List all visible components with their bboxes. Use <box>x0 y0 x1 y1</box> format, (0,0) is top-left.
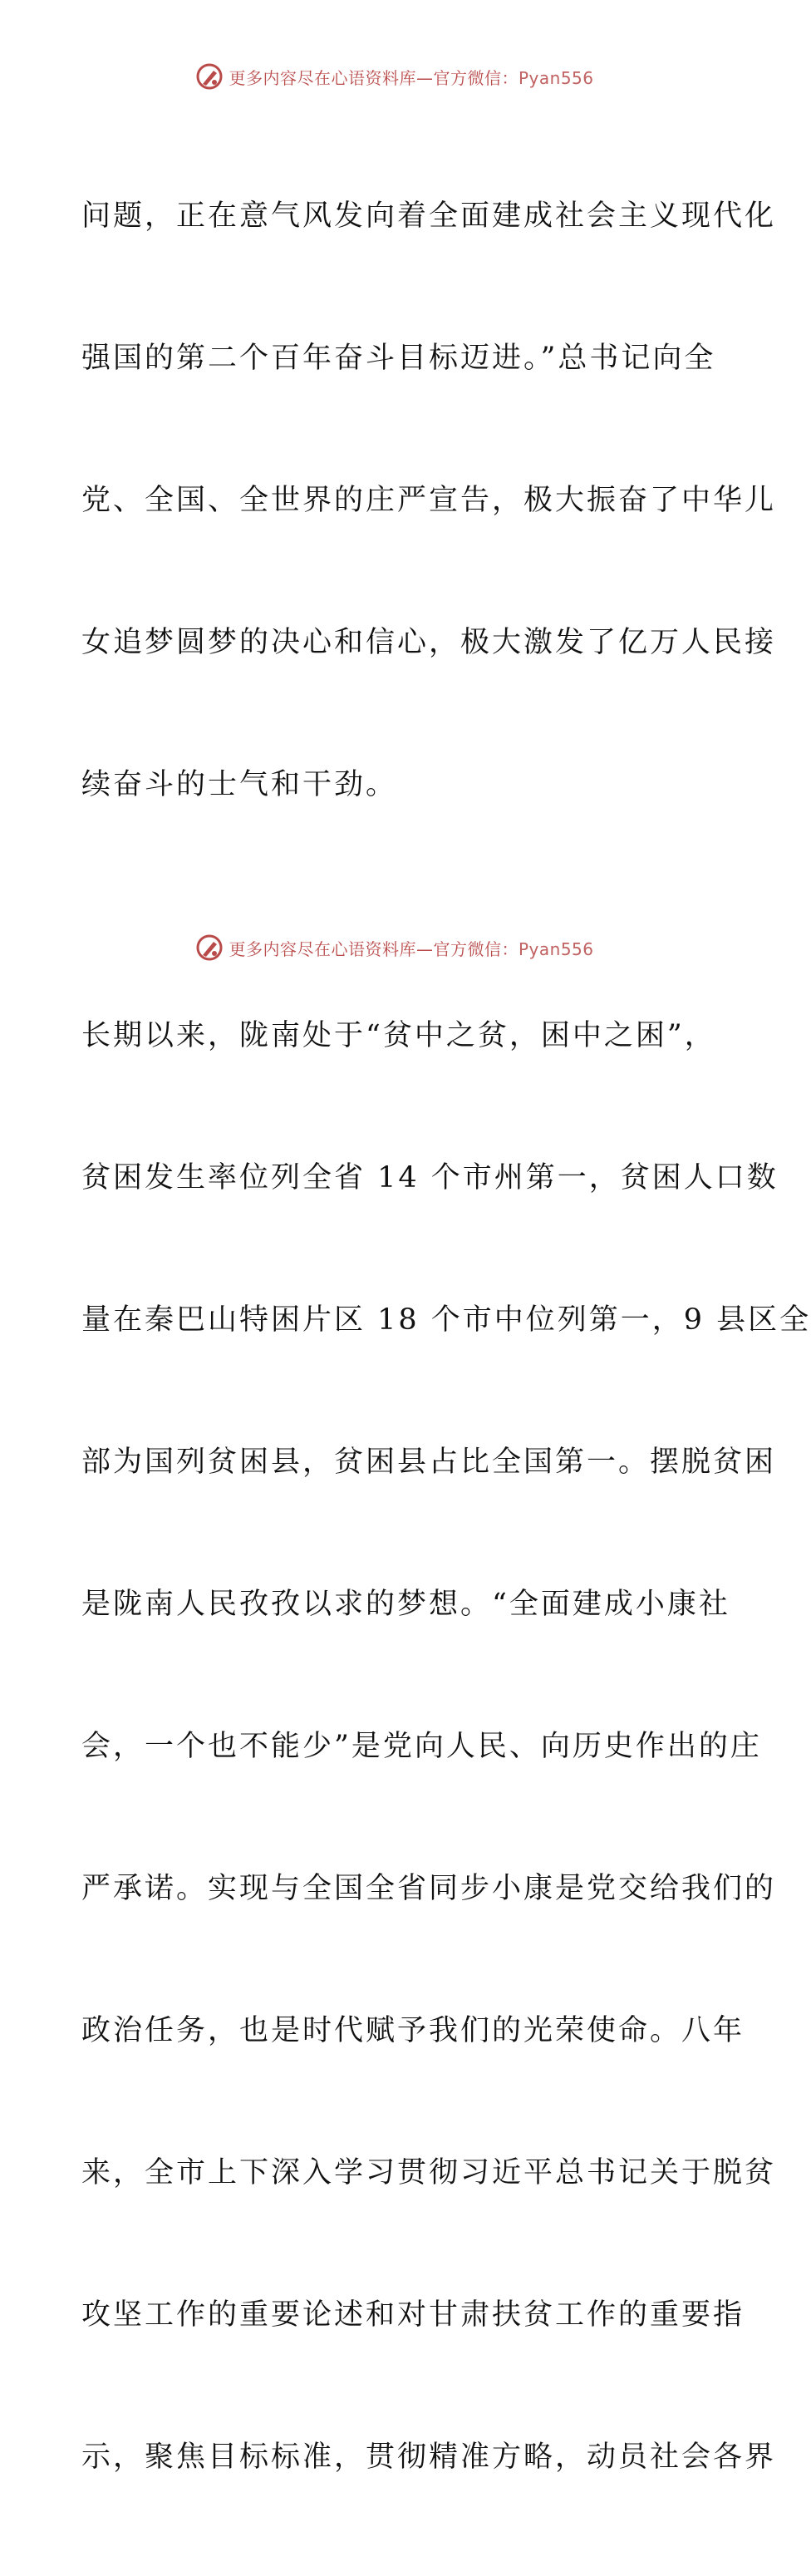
text-line: 量在秦巴山特困片区 18 个市中位列第一，9 县区全 <box>81 1303 811 1337</box>
text-line: 问题，正在意气风发向着全面建成社会主义现代化 <box>81 199 777 233</box>
header-wechat-handle: Pyan556 <box>518 67 594 88</box>
text-line: 部为国列贫困县，贫困县占比全国第一。摆脱贫困 <box>81 1446 777 1479</box>
header-banner-text: 更多内容尽在心语资料库—官方微信：Pyan556 <box>229 67 594 88</box>
text-line: 续奋斗的士气和干劲。 <box>81 768 398 801</box>
text-line: 党、全国、全世界的庄严宣告，极大振奋了中华儿 <box>81 484 777 517</box>
text-line: 严承诺。实现与全国全省同步小康是党交给我们的 <box>81 1872 777 1905</box>
text-line: 女追梦圆梦的决心和信心，极大激发了亿万人民接 <box>81 626 777 659</box>
text-line: 是陇南人民孜孜以求的梦想。“全面建成小康社 <box>81 1588 730 1621</box>
paragraph-1 <box>81 98 777 904</box>
footer-banner <box>0 931 789 964</box>
pen-logo-icon <box>195 62 224 91</box>
text-line: 攻坚工作的重要论述和对甘肃扶贫工作的重要指 <box>81 2298 745 2332</box>
footer-banner-text: 更多内容尽在心语资料库—官方微信：Pyan556 <box>229 938 594 959</box>
header-banner <box>0 60 789 93</box>
text-line: 来，全市上下深入学习贯彻习近平总书记关于脱贫 <box>81 2156 777 2189</box>
text-line: 示，聚焦目标标准，贯彻精准方略，动员社会各界 <box>81 2441 777 2474</box>
text-line: 贫困发生率位列全省 14 个市州第一，贫困人口数 <box>81 1161 779 1194</box>
pen-logo-icon <box>195 933 224 962</box>
text-line: 长期以来，陇南处于“贫中之贫，困中之困”， <box>81 1019 716 1052</box>
text-line: 政治任务，也是时代赋予我们的光荣使命。八年 <box>81 2014 745 2047</box>
paragraph-2 <box>81 918 811 2576</box>
document-body <box>81 98 811 2576</box>
footer-wechat-handle: Pyan556 <box>518 938 594 959</box>
text-line: 会，一个也不能少”是党向人民、向历史作出的庄 <box>81 1730 762 1763</box>
text-line: 强国的第二个百年奋斗目标迈进。”总书记向全 <box>81 342 716 375</box>
